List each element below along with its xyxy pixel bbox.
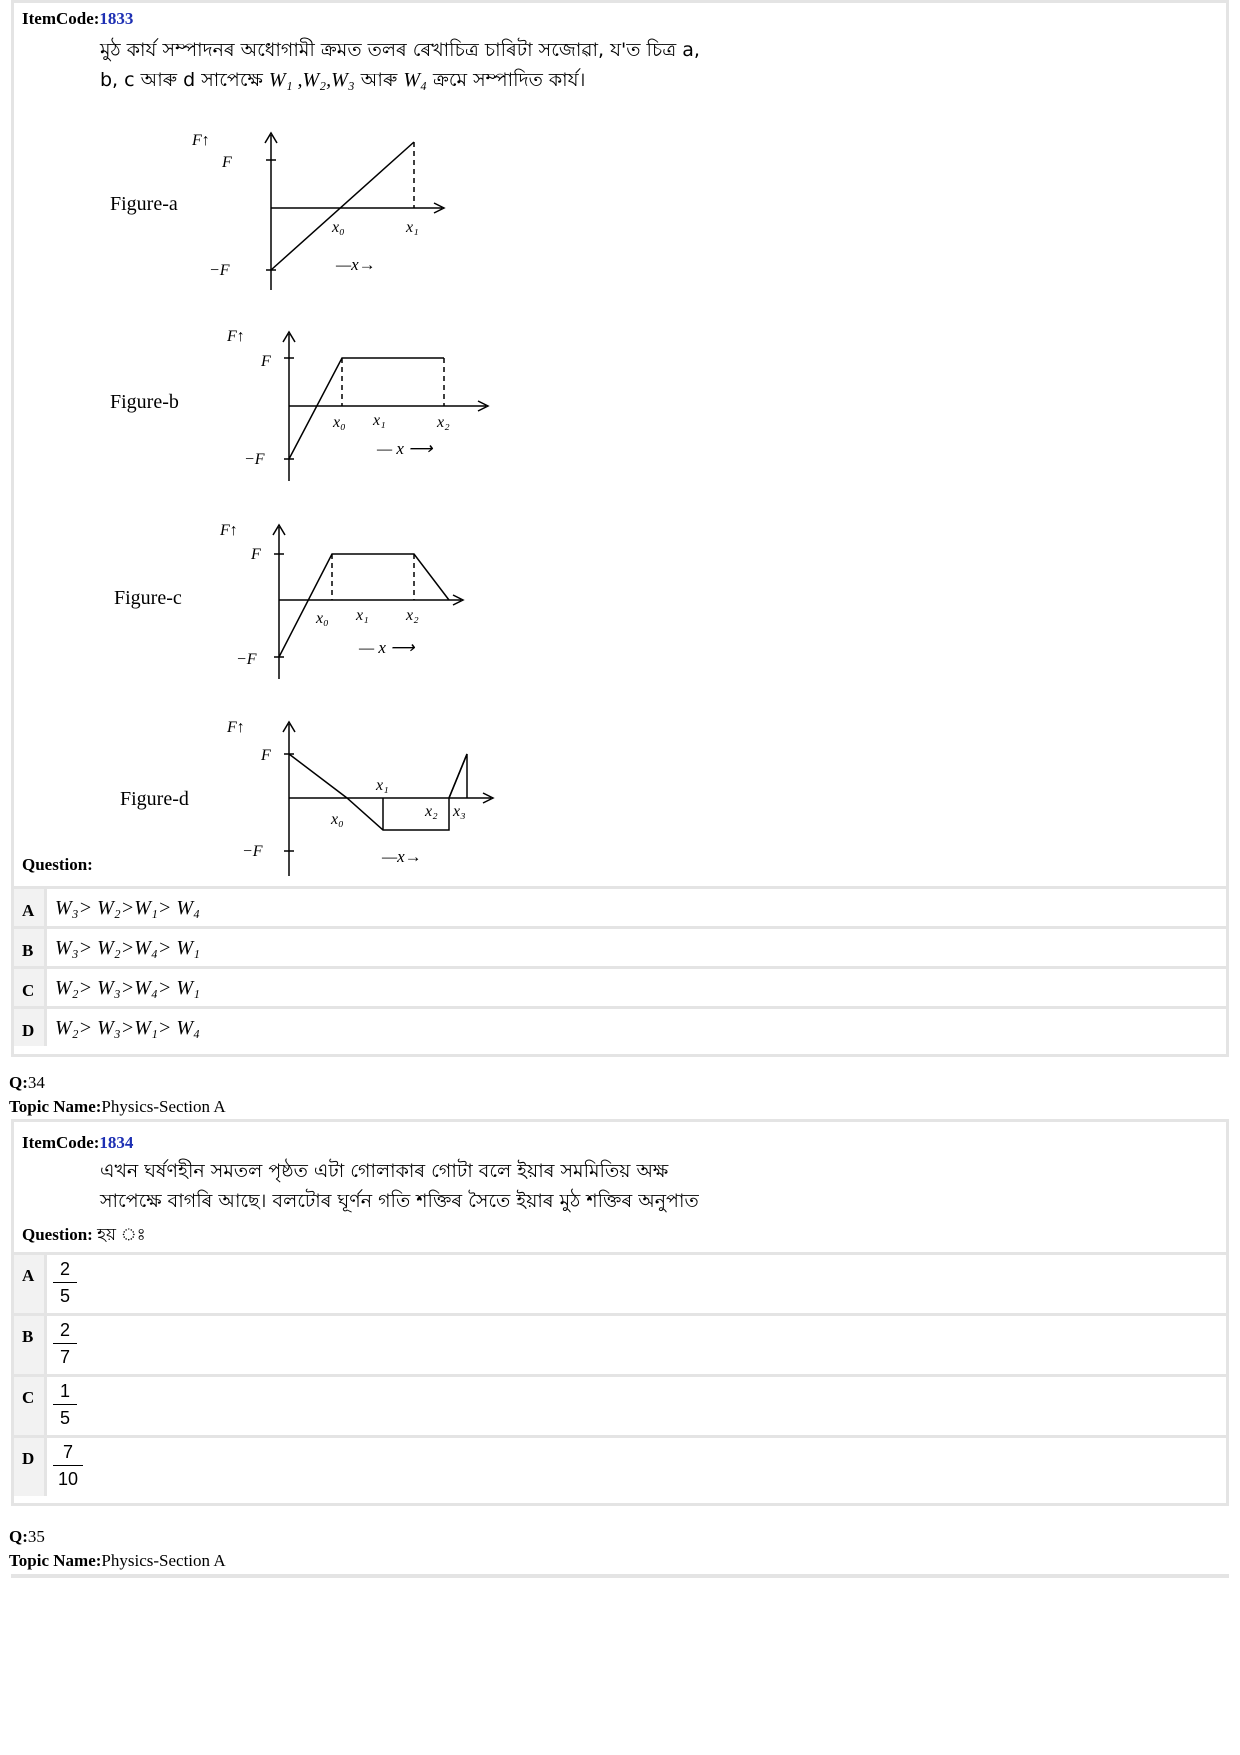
numerator: 2 (59, 1259, 70, 1279)
neg-f-label: −F (244, 451, 265, 468)
question-34-box (11, 1119, 1229, 1506)
option-b[interactable] (14, 926, 1226, 966)
option-letter: D (22, 1021, 35, 1040)
f-label: F (251, 546, 261, 563)
item-code (22, 1133, 133, 1153)
neg-f-label: −F (242, 843, 263, 860)
x2-label: x₂ (406, 607, 419, 624)
fraction-bar (53, 1282, 77, 1283)
f-up-label: F↑ (227, 328, 245, 345)
stem-line-1: এখন ঘৰ্ষণহীন সমতল পৃষ্ঠত এটা গোলাকাৰ গোটা বলে ইয়াৰ সমমিতিয় অক্ষ (100, 1160, 669, 1182)
stem-line-2-mid: আৰু (360, 69, 398, 91)
figure-a-graph (184, 125, 464, 295)
option-text: W₂> W₃>W₁> W₄ (55, 1017, 200, 1039)
question-label: Question: (22, 855, 93, 874)
x1-label: x₁ (376, 777, 389, 794)
x1-label: x₁ (406, 219, 419, 236)
option-a[interactable] (14, 886, 1226, 926)
denominator: 5 (59, 1408, 70, 1428)
stem-line-2-post: ক্ৰমে সম্পাদিত কাৰ্য। (432, 69, 586, 91)
option-cell (44, 1316, 1226, 1374)
fraction-bar (53, 1343, 77, 1344)
question-label (22, 1222, 146, 1250)
x-axis-label: —x→ (382, 847, 422, 866)
figure-a-label: Figure-a (110, 193, 178, 215)
option-cell (44, 1438, 1226, 1496)
item-code (22, 9, 133, 29)
denominator: 7 (59, 1347, 70, 1367)
option-cell (44, 1009, 1226, 1046)
numerator: 7 (62, 1442, 73, 1462)
item-code-number: 1834 (99, 1133, 134, 1152)
option-cell (44, 1377, 1226, 1435)
x0-label: x₀ (316, 610, 329, 627)
x1-label: x₁ (373, 412, 386, 429)
x-axis-label: —x→ (336, 255, 376, 274)
option-cell (44, 889, 1226, 926)
question-35-number (9, 1527, 45, 1547)
option-letter: A (22, 1266, 35, 1285)
option-fraction (53, 1258, 77, 1307)
stem-line-2-pre: b, c আৰু d সাপেক্ষে (100, 69, 263, 91)
item-code-number: 1833 (99, 9, 134, 28)
stem-work-vars: W₁ ,W₂,W₃ (268, 69, 355, 91)
q-label: Q: (9, 1527, 28, 1546)
option-letter: D (22, 1449, 35, 1468)
question-stem (100, 1156, 699, 1216)
option-text: W₃> W₂>W₁> W₄ (55, 897, 200, 919)
figure-b-graph (199, 326, 499, 486)
option-cell (44, 929, 1226, 966)
option-c[interactable] (14, 1374, 1226, 1435)
question-35-topic (9, 1551, 226, 1571)
option-b[interactable] (14, 1313, 1226, 1374)
option-letter: B (22, 941, 34, 960)
option-fraction (53, 1319, 77, 1368)
x3-label: x₃ (453, 803, 466, 820)
topic-name: Physics-Section A (101, 1551, 226, 1570)
x-axis-label: — x ⟶ (359, 638, 415, 657)
option-letter: C (22, 981, 35, 1000)
q-number: 34 (27, 1073, 45, 1092)
f-up-label: F↑ (227, 719, 245, 736)
x0-label: x₀ (333, 414, 346, 431)
f-up-label: F↑ (220, 522, 238, 539)
denominator: 10 (57, 1469, 79, 1489)
f-label: F (222, 154, 232, 171)
option-letter: A (22, 901, 35, 920)
numerator: 2 (59, 1320, 70, 1340)
topic-label: Topic Name: (9, 1097, 102, 1116)
option-c[interactable] (14, 966, 1226, 1006)
item-code-label: ItemCode: (22, 1133, 100, 1152)
option-cell (44, 969, 1226, 1006)
f-label: F (261, 353, 271, 370)
neg-f-label: −F (209, 262, 230, 279)
stem-line-1: মুঠ কাৰ্য সম্পাদনৰ অধোগামী ক্ৰমত তলৰ ৰেখাচিত্ৰ চাৰিটা সজোৱা, য'ত চিত্ৰ a, (100, 39, 700, 61)
question-33-box (11, 0, 1229, 1057)
x1-label: x₁ (356, 607, 369, 624)
section-divider (11, 1574, 1229, 1578)
option-d[interactable] (14, 1006, 1226, 1046)
fraction-bar (53, 1404, 77, 1405)
option-text: W₂> W₃>W₄> W₁ (55, 977, 200, 999)
x2-label: x₂ (437, 414, 450, 431)
neg-f-label: −F (236, 651, 257, 668)
option-d[interactable] (14, 1435, 1226, 1496)
x0-label: x₀ (331, 811, 344, 828)
question-34-number (9, 1073, 45, 1093)
q-number: 35 (27, 1527, 45, 1546)
figure-b-label: Figure-b (110, 391, 179, 413)
figure-d-graph (199, 716, 504, 881)
option-text: W₃> W₂>W₄> W₁ (55, 937, 200, 959)
figure-c-graph (194, 519, 474, 684)
option-fraction (53, 1380, 77, 1429)
x-axis-label: — x ⟶ (377, 439, 433, 458)
question-tail: হয় ঃ (97, 1225, 146, 1245)
question-34-topic (9, 1097, 226, 1117)
topic-name: Physics-Section A (101, 1097, 226, 1116)
numerator: 1 (59, 1381, 70, 1401)
option-fraction (53, 1441, 83, 1490)
stem-line-2 (100, 65, 700, 95)
figure-d-label: Figure-d (120, 788, 189, 810)
fraction-bar (53, 1465, 83, 1466)
question-stem (100, 35, 700, 95)
denominator: 5 (59, 1286, 70, 1306)
option-cell (44, 1255, 1226, 1313)
option-letter: B (22, 1327, 34, 1346)
option-a[interactable] (14, 1252, 1226, 1313)
figure-c-label: Figure-c (114, 587, 182, 609)
q-label: Q: (9, 1073, 28, 1092)
option-letter: C (22, 1388, 35, 1407)
stem-work-var-4: W₄ (403, 69, 427, 91)
stem-line-2: সাপেক্ষে বাগৰি আছে। বলটোৰ ঘূৰ্ণন গতি শক্তিৰ সৈতে ইয়াৰ মুঠ শক্তিৰ অনুপাত (100, 1190, 699, 1212)
f-label: F (261, 747, 271, 764)
x2-label: x₂ (425, 803, 438, 820)
question-label-text: Question: (22, 1225, 93, 1244)
topic-label: Topic Name: (9, 1551, 102, 1570)
x0-label: x₀ (332, 219, 345, 236)
f-up-label: F↑ (192, 132, 210, 149)
item-code-label: ItemCode: (22, 9, 100, 28)
